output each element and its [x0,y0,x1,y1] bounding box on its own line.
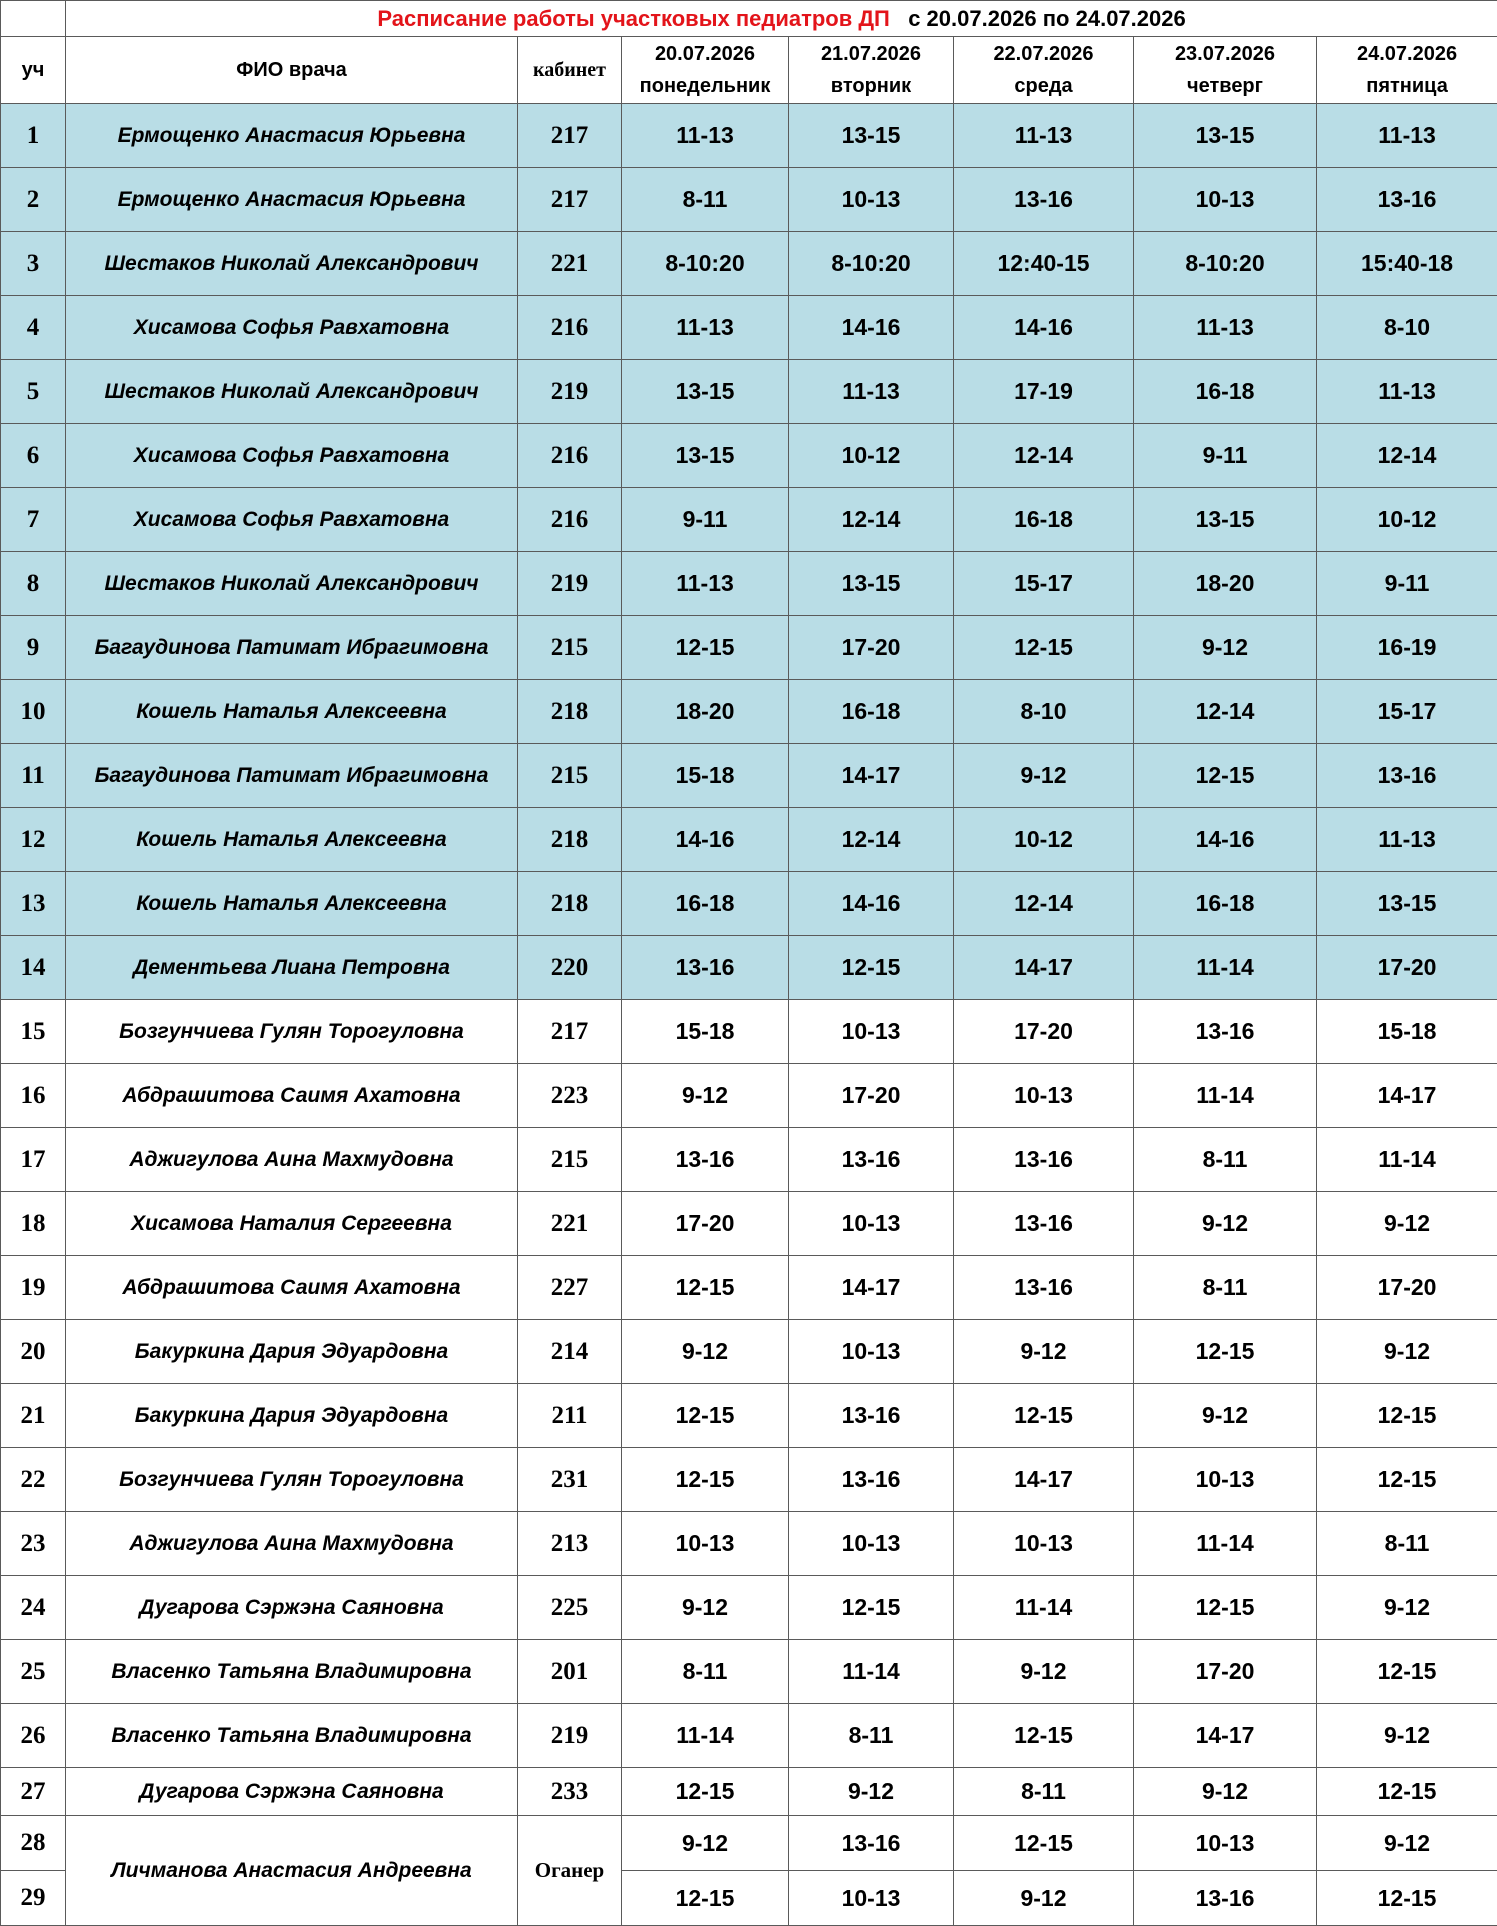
time-cell: 9-12 [789,1768,954,1816]
time-cell: 9-12 [1134,1384,1317,1448]
time-cell: 9-12 [1134,616,1317,680]
doctor-name-cell: Шестаков Николай Александрович [66,232,518,296]
time-cell: 12-15 [954,1704,1134,1768]
time-cell: 11-13 [622,296,789,360]
time-cell: 12-15 [1317,1768,1497,1816]
time-cell: 9-12 [1317,1320,1497,1384]
time-cell: 13-16 [1134,1871,1317,1926]
time-cell: 12-15 [1134,1320,1317,1384]
time-cell: 9-12 [1317,1816,1497,1871]
header-day-5 [1317,37,1497,104]
table-row [1,1256,1497,1320]
table-row [1,1768,1497,1816]
row-number-cell: 8 [1,552,66,616]
row-number-cell: 18 [1,1192,66,1256]
header-day-weekday: вторник [831,75,911,97]
cabinet-cell: 218 [518,808,622,872]
time-cell: 11-14 [1317,1128,1497,1192]
title-row [1,1,1497,37]
table-row [1,552,1497,616]
header-day-weekday: среда [1014,75,1072,97]
time-cell: 14-16 [622,808,789,872]
time-cell: 9-11 [622,488,789,552]
time-cell: 9-12 [622,1576,789,1640]
time-cell: 14-16 [1134,808,1317,872]
cabinet-cell: 227 [518,1256,622,1320]
time-cell: 9-12 [954,744,1134,808]
time-cell: 10-13 [789,1192,954,1256]
time-cell: 12-14 [789,808,954,872]
time-cell: 12-15 [954,1384,1134,1448]
time-cell: 11-13 [954,104,1134,168]
time-cell: 13-16 [622,1128,789,1192]
table-row [1,1064,1497,1128]
time-cell: 12-14 [789,488,954,552]
header-fio: ФИО врача [66,37,518,104]
cabinet-cell: 217 [518,1000,622,1064]
time-cell: 17-20 [789,616,954,680]
table-row [1,296,1497,360]
doctor-name-cell: Дементьева Лиана Петровна [66,936,518,1000]
title-corner-cell [1,1,66,37]
doctor-name-cell: Хисамова Софья Равхатовна [66,296,518,360]
doctor-name-cell: Хисамова Софья Равхатовна [66,488,518,552]
time-cell: 16-18 [954,488,1134,552]
row-number-cell: 22 [1,1448,66,1512]
cabinet-cell: 223 [518,1064,622,1128]
time-cell: 9-12 [622,1320,789,1384]
time-cell: 13-16 [954,1128,1134,1192]
table-row [1,232,1497,296]
time-cell: 12-14 [954,424,1134,488]
table-row [1,1816,1497,1871]
row-number-cell: 16 [1,1064,66,1128]
time-cell: 12-15 [1134,744,1317,808]
time-cell: 13-16 [789,1816,954,1871]
time-cell: 8-11 [789,1704,954,1768]
time-cell: 8-11 [1134,1128,1317,1192]
table-row [1,872,1497,936]
title-red-text: Расписание работы участковых педиатров ДП [377,6,890,31]
time-cell: 12-14 [1317,424,1497,488]
time-cell: 13-16 [954,1256,1134,1320]
header-cabinet: кабинет [518,37,622,104]
time-cell: 13-16 [1317,744,1497,808]
row-number-cell: 9 [1,616,66,680]
doctor-name-cell: Бозгунчиева Гулян Торогуловна [66,1448,518,1512]
cabinet-cell: 215 [518,1128,622,1192]
time-cell: 12-15 [622,616,789,680]
table-row [1,168,1497,232]
time-cell: 14-17 [1134,1704,1317,1768]
time-cell: 12-15 [622,1871,789,1926]
time-cell: 12-15 [622,1384,789,1448]
time-cell: 10-13 [1134,1448,1317,1512]
time-cell: 15:40-18 [1317,232,1497,296]
time-cell: 12-14 [1134,680,1317,744]
time-cell: 15-18 [622,1000,789,1064]
cabinet-cell: 215 [518,616,622,680]
row-number-cell: 4 [1,296,66,360]
time-cell: 12-15 [1134,1576,1317,1640]
table-row [1,1576,1497,1640]
time-cell: 10-12 [954,808,1134,872]
header-day-date: 22.07.2026 [993,43,1093,65]
time-cell: 11-14 [789,1640,954,1704]
header-day-4 [1134,37,1317,104]
time-cell: 14-17 [789,744,954,808]
doctor-name-cell: Абдрашитова Саимя Ахатовна [66,1064,518,1128]
time-cell: 11-13 [622,104,789,168]
time-cell: 17-20 [1317,936,1497,1000]
time-cell: 10-13 [954,1512,1134,1576]
time-cell: 16-18 [1134,872,1317,936]
cabinet-cell: 219 [518,552,622,616]
time-cell: 16-18 [1134,360,1317,424]
time-cell: 12-15 [789,1576,954,1640]
doctor-name-cell: Дугарова Сэржэна Саяновна [66,1768,518,1816]
time-cell: 17-20 [1134,1640,1317,1704]
cabinet-cell: 221 [518,232,622,296]
row-number-cell: 23 [1,1512,66,1576]
time-cell: 14-17 [1317,1064,1497,1128]
time-cell: 8-10:20 [789,232,954,296]
table-row [1,936,1497,1000]
doctor-name-cell: Ермощенко Анастасия Юрьевна [66,104,518,168]
row-number-cell: 3 [1,232,66,296]
cabinet-cell: 220 [518,936,622,1000]
time-cell: 13-16 [789,1384,954,1448]
table-row [1,1192,1497,1256]
doctor-name-cell: Хисамова Софья Равхатовна [66,424,518,488]
time-cell: 13-15 [622,360,789,424]
table-row [1,1512,1497,1576]
time-cell: 10-13 [789,1320,954,1384]
cabinet-cell: 218 [518,680,622,744]
time-cell: 13-15 [789,552,954,616]
time-cell: 9-11 [1134,424,1317,488]
row-number-cell: 24 [1,1576,66,1640]
time-cell: 9-12 [954,1640,1134,1704]
time-cell: 16-18 [622,872,789,936]
time-cell: 9-12 [954,1871,1134,1926]
header-day-weekday: четверг [1187,75,1263,97]
doctor-name-cell: Власенко Татьяна Владимировна [66,1704,518,1768]
time-cell: 10-12 [1317,488,1497,552]
time-cell: 11-13 [1134,296,1317,360]
header-day-date: 21.07.2026 [821,43,921,65]
row-number-cell: 6 [1,424,66,488]
time-cell: 12-15 [622,1768,789,1816]
time-cell: 12-15 [622,1256,789,1320]
cabinet-cell: 215 [518,744,622,808]
row-number-cell: 20 [1,1320,66,1384]
time-cell: 8-10 [954,680,1134,744]
cabinet-cell: Оганер [518,1816,622,1926]
doctor-name-cell: Ермощенко Анастасия Юрьевна [66,168,518,232]
doctor-name-cell: Бакуркина Дария Эдуардовна [66,1384,518,1448]
doctor-name-cell: Багаудинова Патимат Ибрагимовна [66,744,518,808]
row-number-cell: 17 [1,1128,66,1192]
cabinet-cell: 214 [518,1320,622,1384]
time-cell: 15-17 [1317,680,1497,744]
time-cell: 9-11 [1317,552,1497,616]
header-day-date: 23.07.2026 [1175,43,1275,65]
time-cell: 9-12 [1134,1768,1317,1816]
time-cell: 12-15 [1317,1640,1497,1704]
time-cell: 11-14 [954,1576,1134,1640]
row-number-cell: 10 [1,680,66,744]
time-cell: 9-12 [622,1816,789,1871]
time-cell: 8-11 [622,168,789,232]
row-number-cell: 19 [1,1256,66,1320]
table-row [1,744,1497,808]
header-day-2 [789,37,954,104]
time-cell: 10-13 [789,1871,954,1926]
time-cell: 13-16 [954,1192,1134,1256]
cabinet-cell: 216 [518,424,622,488]
time-cell: 8-10 [1317,296,1497,360]
row-number-cell: 28 [1,1816,66,1871]
time-cell: 13-15 [622,424,789,488]
doctor-name-cell: Багаудинова Патимат Ибрагимовна [66,616,518,680]
table-row [1,424,1497,488]
table-row [1,1000,1497,1064]
cabinet-cell: 217 [518,104,622,168]
time-cell: 10-13 [789,1512,954,1576]
cabinet-cell: 216 [518,488,622,552]
time-cell: 10-13 [622,1512,789,1576]
doctor-name-cell: Кошель Наталья Алексеевна [66,680,518,744]
time-cell: 8-11 [622,1640,789,1704]
row-number-cell: 12 [1,808,66,872]
time-cell: 15-18 [1317,1000,1497,1064]
page-title [66,1,1497,37]
doctor-name-cell: Власенко Татьяна Владимировна [66,1640,518,1704]
time-cell: 16-19 [1317,616,1497,680]
time-cell: 11-14 [1134,1512,1317,1576]
time-cell: 13-16 [1317,168,1497,232]
doctor-name-cell: Кошель Наталья Алексеевна [66,808,518,872]
cabinet-cell: 231 [518,1448,622,1512]
row-number-cell: 7 [1,488,66,552]
title-date-range: с 20.07.2026 по 24.07.2026 [908,6,1186,31]
doctor-name-cell: Аджигулова Аина Махмудовна [66,1512,518,1576]
cabinet-cell: 225 [518,1576,622,1640]
row-number-cell: 25 [1,1640,66,1704]
time-cell: 11-13 [1317,808,1497,872]
row-number-cell: 11 [1,744,66,808]
time-cell: 13-16 [954,168,1134,232]
time-cell: 13-15 [1134,104,1317,168]
time-cell: 12-14 [954,872,1134,936]
table-row [1,680,1497,744]
time-cell: 13-15 [1134,488,1317,552]
cabinet-cell: 218 [518,872,622,936]
header-row [1,37,1497,104]
table-row [1,808,1497,872]
time-cell: 17-20 [1317,1256,1497,1320]
time-cell: 9-12 [1317,1576,1497,1640]
time-cell: 12-15 [954,616,1134,680]
table-row [1,360,1497,424]
table-row [1,1320,1497,1384]
table-row [1,1640,1497,1704]
time-cell: 9-12 [1134,1192,1317,1256]
time-cell: 11-14 [1134,936,1317,1000]
row-number-cell: 26 [1,1704,66,1768]
header-day-date: 20.07.2026 [655,43,755,65]
row-number-cell: 21 [1,1384,66,1448]
doctor-name-cell: Аджигулова Аина Махмудовна [66,1128,518,1192]
time-cell: 17-20 [954,1000,1134,1064]
time-cell: 8-10:20 [622,232,789,296]
cabinet-cell: 211 [518,1384,622,1448]
time-cell: 10-13 [1134,168,1317,232]
table-row [1,1448,1497,1512]
time-cell: 14-17 [789,1256,954,1320]
table-row [1,488,1497,552]
time-cell: 11-13 [789,360,954,424]
row-number-cell: 2 [1,168,66,232]
time-cell: 13-15 [789,104,954,168]
time-cell: 10-13 [789,1000,954,1064]
table-row [1,616,1497,680]
time-cell: 13-16 [789,1128,954,1192]
cabinet-cell: 201 [518,1640,622,1704]
header-day-3 [954,37,1134,104]
row-number-cell: 27 [1,1768,66,1816]
table-row [1,1704,1497,1768]
time-cell: 9-12 [1317,1192,1497,1256]
table-row [1,1384,1497,1448]
doctor-name-cell: Бакуркина Дария Эдуардовна [66,1320,518,1384]
time-cell: 16-18 [789,680,954,744]
time-cell: 13-16 [789,1448,954,1512]
time-cell: 17-20 [789,1064,954,1128]
time-cell: 13-16 [1134,1000,1317,1064]
time-cell: 12:40-15 [954,232,1134,296]
time-cell: 13-16 [622,936,789,1000]
header-day-date: 24.07.2026 [1357,43,1457,65]
doctor-name-cell: Шестаков Николай Александрович [66,360,518,424]
time-cell: 11-14 [1134,1064,1317,1128]
time-cell: 8-11 [954,1768,1134,1816]
time-cell: 12-15 [789,936,954,1000]
time-cell: 12-15 [1317,1871,1497,1926]
doctor-name-cell: Абдрашитова Саимя Ахатовна [66,1256,518,1320]
time-cell: 10-13 [789,168,954,232]
row-number-cell: 5 [1,360,66,424]
time-cell: 13-15 [1317,872,1497,936]
time-cell: 15-17 [954,552,1134,616]
header-day-1 [622,37,789,104]
time-cell: 10-13 [1134,1816,1317,1871]
time-cell: 14-17 [954,936,1134,1000]
time-cell: 9-12 [1317,1704,1497,1768]
doctor-name-cell: Кошель Наталья Алексеевна [66,872,518,936]
row-number-cell: 13 [1,872,66,936]
time-cell: 12-15 [622,1448,789,1512]
time-cell: 14-16 [789,872,954,936]
time-cell: 17-20 [622,1192,789,1256]
row-number-cell: 14 [1,936,66,1000]
doctor-name-cell: Личманова Анастасия Андреевна [66,1816,518,1926]
time-cell: 14-16 [954,296,1134,360]
doctor-name-cell: Бозгунчиева Гулян Торогуловна [66,1000,518,1064]
time-cell: 8-10:20 [1134,232,1317,296]
time-cell: 18-20 [622,680,789,744]
time-cell: 12-15 [1317,1448,1497,1512]
time-cell: 12-15 [1317,1384,1497,1448]
header-day-weekday: пятница [1366,75,1448,97]
time-cell: 9-12 [622,1064,789,1128]
doctor-name-cell: Шестаков Николай Александрович [66,552,518,616]
time-cell: 10-12 [789,424,954,488]
row-number-cell: 15 [1,1000,66,1064]
header-day-weekday: понедельник [640,75,771,97]
time-cell: 11-13 [1317,360,1497,424]
row-number-cell: 1 [1,104,66,168]
cabinet-cell: 233 [518,1768,622,1816]
cabinet-cell: 217 [518,168,622,232]
time-cell: 14-17 [954,1448,1134,1512]
time-cell: 9-12 [954,1320,1134,1384]
header-uch: уч [1,37,66,104]
time-cell: 12-15 [954,1816,1134,1871]
time-cell: 17-19 [954,360,1134,424]
time-cell: 8-11 [1134,1256,1317,1320]
table-row [1,104,1497,168]
time-cell: 14-16 [789,296,954,360]
cabinet-cell: 219 [518,360,622,424]
cabinet-cell: 213 [518,1512,622,1576]
time-cell: 11-14 [622,1704,789,1768]
time-cell: 18-20 [1134,552,1317,616]
row-number-cell: 29 [1,1871,66,1926]
time-cell: 11-13 [622,552,789,616]
cabinet-cell: 221 [518,1192,622,1256]
time-cell: 10-13 [954,1064,1134,1128]
time-cell: 11-13 [1317,104,1497,168]
cabinet-cell: 219 [518,1704,622,1768]
time-cell: 8-11 [1317,1512,1497,1576]
time-cell: 15-18 [622,744,789,808]
table-row [1,1128,1497,1192]
doctor-name-cell: Хисамова Наталия Сергеевна [66,1192,518,1256]
cabinet-cell: 216 [518,296,622,360]
doctor-name-cell: Дугарова Сэржэна Саяновна [66,1576,518,1640]
